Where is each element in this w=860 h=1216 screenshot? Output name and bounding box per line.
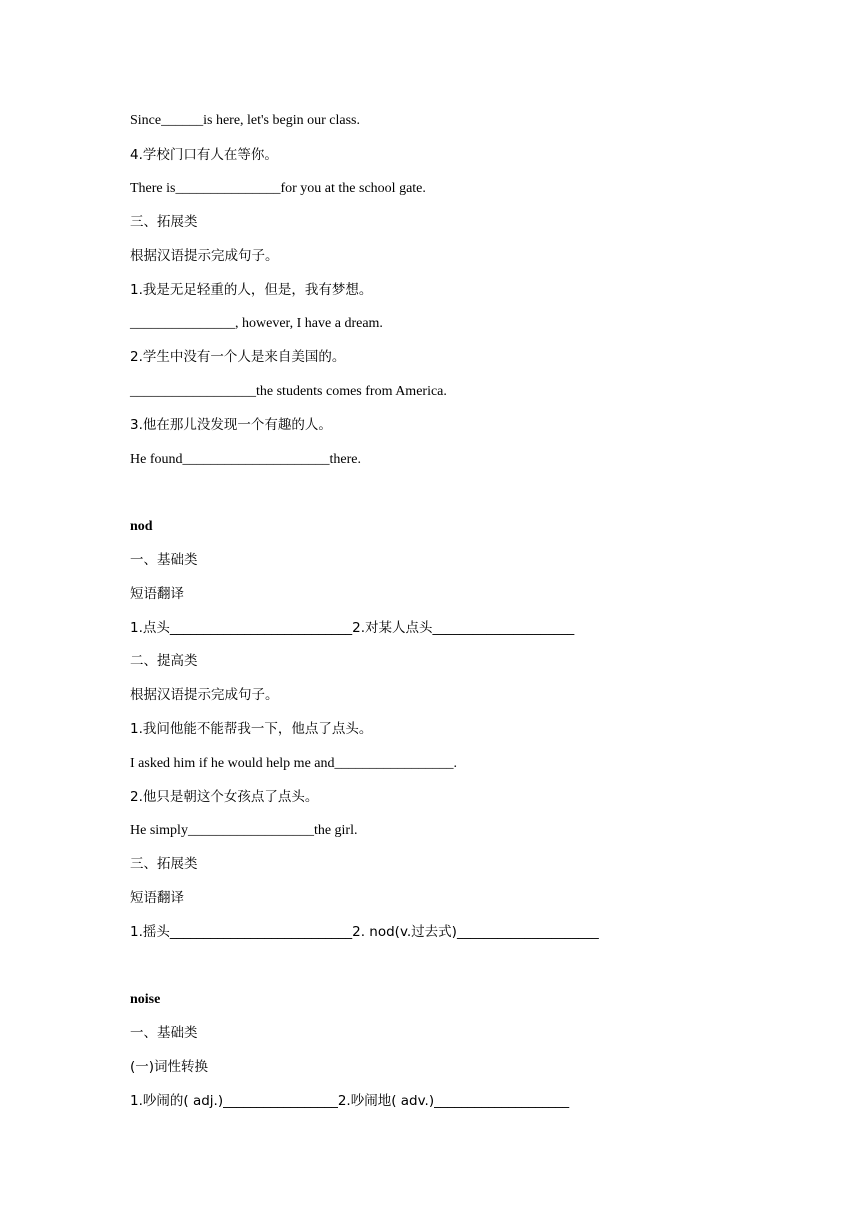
chinese-prompt-4: 4.学校门口有人在等你。 <box>130 147 278 163</box>
sentence-blank-since: Since______is here, let's begin our class. <box>130 113 360 128</box>
section-heading-advanced: 二、提高类 <box>130 653 198 669</box>
subsection-word-form-conversion: (一)词性转换 <box>130 1059 209 1075</box>
instruction-phrase-translation-2: 短语翻译 <box>130 890 184 906</box>
section-heading-basic: 一、基础类 <box>130 552 198 568</box>
chinese-prompt-1: 1.我是无足轻重的人，但是，我有梦想。 <box>130 282 373 298</box>
sentence-blank-however: _______________, however, I have a dream. <box>130 316 383 331</box>
chinese-prompt-nod-1: 1.我问他能不能帮我一下，他点了点头。 <box>130 721 373 737</box>
chinese-prompt-3: 3.他在那儿没发现一个有趣的人。 <box>130 417 332 433</box>
chinese-prompt-2: 2.学生中没有一个人是来自美国的。 <box>130 349 346 365</box>
phrase-translation-nod: 1.点头___________________________2.对某人点头_____________________ <box>130 620 575 636</box>
word-heading-noise: noise <box>130 992 161 1007</box>
instruction-phrase-translation: 短语翻译 <box>130 586 184 602</box>
chinese-prompt-nod-2: 2.他只是朝这个女孩点了点头。 <box>130 789 319 805</box>
instruction-complete-sentences-2: 根据汉语提示完成句子。 <box>130 687 279 703</box>
sentence-blank-he-found: He found_____________________there. <box>130 452 361 467</box>
sentence-blank-there-is: There is_______________for you at the school gate. <box>130 181 426 196</box>
section-heading-extension: 三、拓展类 <box>130 214 198 230</box>
word-heading-nod: nod <box>130 519 153 534</box>
sentence-blank-students: __________________the students comes from America. <box>130 384 447 399</box>
section-heading-extension-2: 三、拓展类 <box>130 856 198 872</box>
sentence-blank-asked-him: I asked him if he would help me and_________________. <box>130 756 458 771</box>
instruction-complete-sentences: 根据汉语提示完成句子。 <box>130 248 279 264</box>
word-form-noisy: 1.吵闹的( adj.)_________________2.吵闹地( adv.)____________________ <box>130 1093 570 1109</box>
phrase-translation-shake-head: 1.摇头___________________________2. nod(v.过去式)_____________________ <box>130 924 599 940</box>
sentence-blank-he-simply: He simply__________________the girl. <box>130 823 358 838</box>
section-heading-basic-2: 一、基础类 <box>130 1025 198 1041</box>
